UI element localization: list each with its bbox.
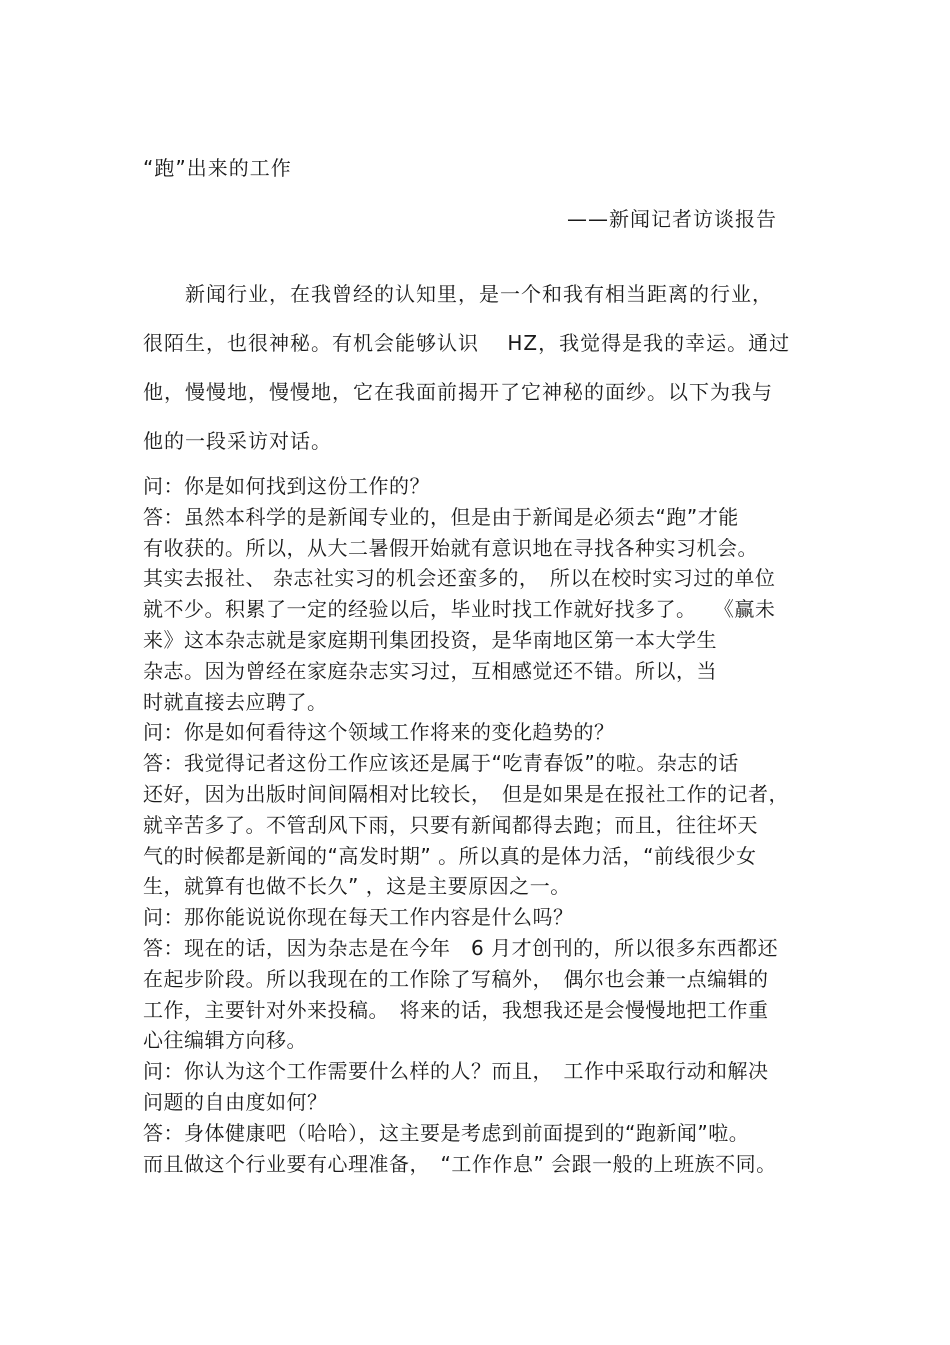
intro-line: 很陌生，也很神秘。有机会能够认识 HZ，我觉得是我的幸运。通过 <box>143 331 791 355</box>
answer-line: 有收获的。所以，从大二暑假开始就有意识地在寻找各种实习机会。 <box>143 535 758 560</box>
answer-line: 心往编辑方向移。 <box>143 1028 307 1053</box>
answer-line: 答：身体健康吧（哈哈），这主要是考虑到前面提到的“跑新闻”啦。 <box>143 1120 750 1145</box>
question-line: 问：你认为这个工作需要什么样的人？而且， 工作中采取行动和解决 <box>143 1059 769 1084</box>
answer-line: 其实去报社、 杂志社实习的机会还蛮多的， 所以在校时实习过的单位 <box>143 566 776 591</box>
question-line: 问：那你能说说你现在每天工作内容是什么吗？ <box>143 905 574 930</box>
intro-line: 他，慢慢地，慢慢地，它在我面前揭开了它神秘的面纱。以下为我与 <box>143 380 773 404</box>
question-line: 问题的自由度如何？ <box>143 1089 328 1114</box>
intro-paragraph <box>143 276 823 472</box>
answer-line: 而且做这个行业要有心理准备， “工作作息” 会跟一般的上班族不同。 <box>143 1151 777 1176</box>
answer-line: 答：虽然本科学的是新闻专业的，但是由于新闻是必须去“跑”才能 <box>143 504 739 529</box>
interview-qa <box>143 472 823 1180</box>
answer-line: 答：我觉得记者这份工作应该还是属于“吃青春饭”的啦。杂志的话 <box>143 751 739 776</box>
answer-line: 来》这本杂志就是家庭期刊集团投资，是华南地区第一本大学生 <box>143 627 717 652</box>
answer-line: 还好，因为出版时间间隔相对比较长， 但是如果是在报社工作的记者， <box>143 781 789 806</box>
answer-line: 时就直接去应聘了。 <box>143 689 328 714</box>
question-line: 问：你是如何找到这份工作的？ <box>143 474 430 498</box>
document-subtitle: ——新闻记者访谈报告 <box>567 207 777 231</box>
answer-line: 杂志。因为曾经在家庭杂志实习过，互相感觉还不错。所以，当 <box>143 658 717 683</box>
answer-line: 答：现在的话，因为杂志是在今年 6 月才创刊的，所以很多东西都还 <box>143 935 779 960</box>
intro-line: 他的一段采访对话。 <box>143 429 332 453</box>
answer-line: 在起步阶段。所以我现在的工作除了写稿外， 偶尔也会兼一点编辑的 <box>143 966 769 991</box>
document-title: “跑”出来的工作 <box>143 156 292 180</box>
answer-line: 工作，主要针对外来投稿。 将来的话，我想我还是会慢慢地把工作重 <box>143 997 769 1022</box>
answer-line: 就辛苦多了。不管刮风下雨，只要有新闻都得去跑；而且，往往坏天 <box>143 812 758 837</box>
answer-line: 气的时候都是新闻的“高发时期” 。所以真的是体力活，“前线很少女 <box>143 843 757 868</box>
intro-line: 新闻行业，在我曾经的认知里，是一个和我有相当距离的行业， <box>143 282 773 306</box>
question-line: 问：你是如何看待这个领域工作将来的变化趋势的？ <box>143 720 615 745</box>
answer-line: 生，就算有也做不长久” ，这是主要原因之一。 <box>143 874 571 899</box>
answer-line: 就不少。积累了一定的经验以后，毕业时找工作就好找多了。 《赢未 <box>143 597 776 622</box>
